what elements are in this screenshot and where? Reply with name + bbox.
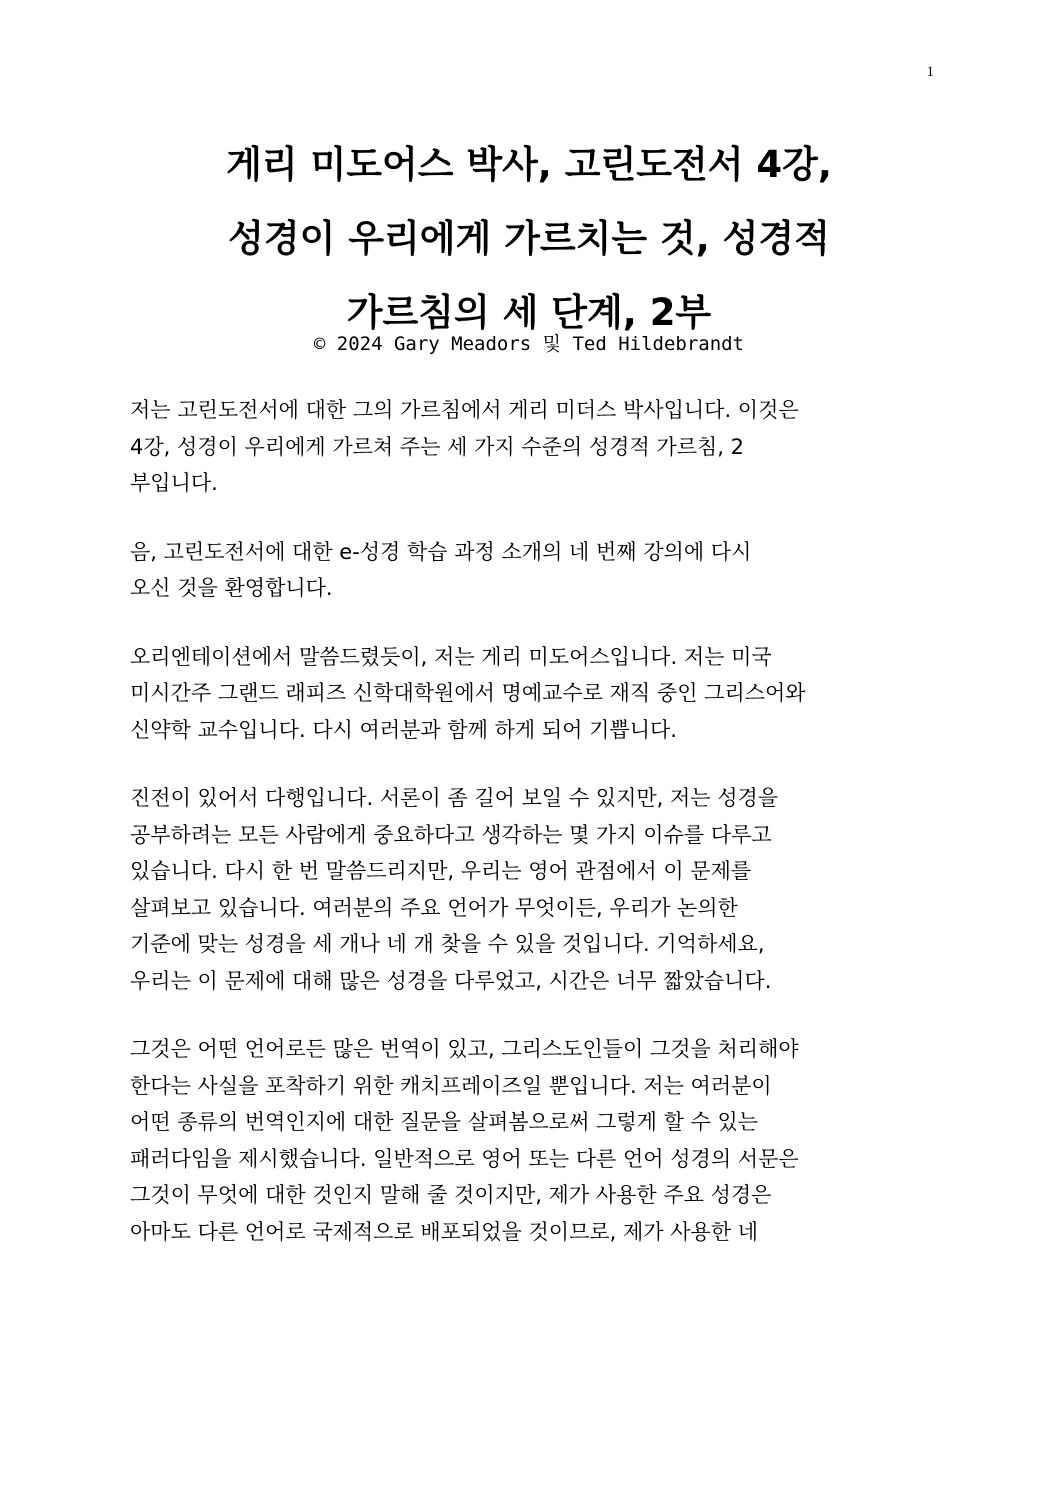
text-line: 오리엔테이션에서 말씀드렸듯이, 저는 게리 미도어스입니다. 저는 미국 [130, 644, 772, 669]
paragraph-intro [130, 392, 930, 502]
text-line: 오신 것을 환영합니다. [130, 576, 333, 600]
paragraph-welcome [130, 534, 930, 607]
text-line: 그것은 어떤 언어로든 많은 번역이 있고, 그리스도인들이 그것을 처리해야 [130, 1037, 799, 1061]
document-body [130, 392, 930, 1282]
text-line: 진전이 있어서 다행입니다. 서론이 좀 길어 보일 수 있지만, 저는 성경을 [130, 786, 779, 810]
text-line: 어떤 종류의 번역인지에 대한 질문을 살펴봄으로써 그렇게 할 수 있는 [130, 1110, 759, 1134]
text-line: 신약학 교수입니다. 다시 여러분과 함께 하게 되어 기쁩니다. [130, 717, 677, 742]
text-line: 미시간주 그랜드 래피즈 신학대학원에서 명예교수로 재직 중인 그리스어와 [130, 681, 806, 705]
paragraph-speaker [130, 639, 930, 749]
text-line: 우리는 이 문제에 대해 많은 성경을 다루었고, 시간은 너무 짧았습니다. [130, 968, 772, 993]
text-line: 패러다임을 제시했습니다. 일반적으로 영어 또는 다른 언어 성경의 서문은 [130, 1146, 799, 1171]
title-line: 가르침의 세 단계, 2부 [346, 291, 712, 334]
text-line: 기준에 맞는 성경을 세 개나 네 개 찾을 수 있을 것입니다. 기억하세요, [130, 932, 765, 956]
text-line: 4강, 성경이 우리에게 가르쳐 주는 세 가지 수준의 성경적 가르침, 2 [130, 434, 744, 459]
text-line: 공부하려는 모든 사람에게 중요하다고 생각하는 몇 가지 이슈를 다루고 [130, 822, 772, 847]
text-line: 저는 고린도전서에 대한 그의 가르침에서 게리 미더스 박사입니다. 이것은 [130, 398, 799, 422]
paragraph-progress [130, 780, 930, 999]
text-line: 음, 고린도전서에 대한 e-성경 학습 과정 소개의 네 번째 강의에 다시 [130, 539, 752, 564]
text-line: 있습니다. 다시 한 번 말씀드리지만, 우리는 영어 관점에서 이 문제를 [130, 859, 752, 883]
text-line: 살펴보고 있습니다. 여러분의 주요 언어가 무엇이든, 우리가 논의한 [130, 895, 738, 920]
title-line: 게리 미도어스 박사, 고린도전서 4강, [226, 143, 832, 186]
title-line: 성경이 우리에게 가르치는 것, 성경적 [228, 217, 830, 260]
text-line: 부입니다. [130, 471, 218, 495]
page-title [100, 128, 958, 350]
copyright-notice: © 2024 Gary Meadors 및 Ted Hildebrandt [313, 333, 745, 355]
text-line: 그것이 무엇에 대한 것인지 말해 줄 것이지만, 제가 사용한 주요 성경은 [130, 1183, 772, 1207]
text-line: 한다는 사실을 포착하기 위한 캐치프레이즈일 뿐입니다. 저는 여러분이 [130, 1073, 772, 1098]
text-line: 아마도 다른 언어로 국제적으로 배포되었을 것이므로, 제가 사용한 네 [130, 1219, 759, 1244]
paragraph-translations [130, 1031, 930, 1250]
page-number: 1 [926, 64, 934, 80]
